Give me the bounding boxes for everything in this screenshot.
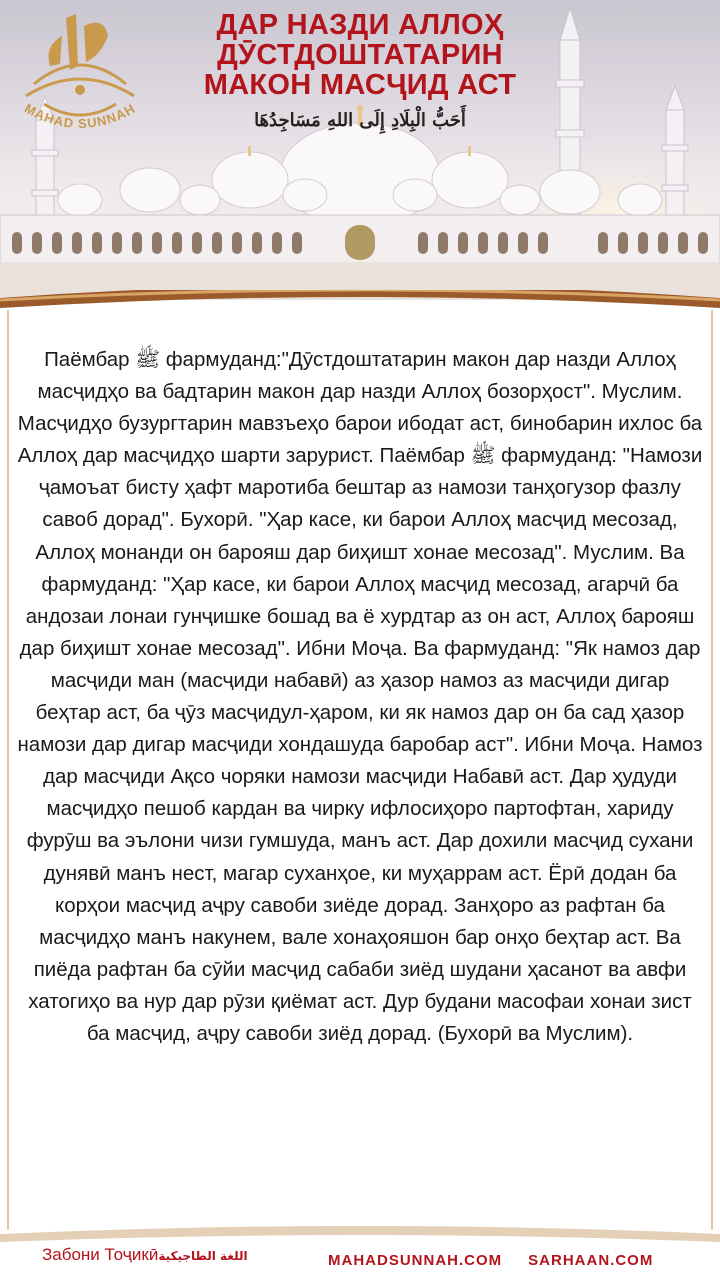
logo-text: MAHAD SUNNAH [22,100,138,132]
site-link-sarhaan[interactable]: SARHAAN.COM [528,1252,654,1269]
title-line-2: ДӮСТДОШТАТАРИН [217,39,503,71]
mahad-sunnah-logo [4,6,156,146]
hadith-paragraph [16,344,704,1234]
language-label [42,1245,248,1265]
arabic-subtitle: أَحَبُّ الْبِلَادِ إِلَى اللهِ مَسَاجِدُهَا [254,110,466,131]
title-line-3: МАКОН МАСҶИД АСТ [203,69,517,101]
header-banner [0,0,720,300]
page-title [190,10,530,100]
language-label-arabic: اللغة الطاجيكية [158,1249,248,1263]
website-links [328,1252,653,1269]
title-line-1: ДАР НАЗДИ АЛЛОҲ [216,9,504,41]
language-label-tajik: Забони Тоҷикӣ [42,1245,159,1264]
site-link-mahadsunnah[interactable]: MAHADSUNNAH.COM [328,1252,503,1269]
body-text: Паёмбар ﷺ фармуданд:"Дӯстдоштатарин макон дар назди Аллоҳ масҷидҳо ва бадтарин макон дар назди Аллоҳ бозорҳост". Муслим. Масҷидҳо бузургтарин мавзъеҳо барои ибодат аст, бинобарин ихлос ба Аллоҳ дар масҷидҳо шарти зарурист. Паёмбар ﷺ фармуданд: "Намози ҷамоъат бисту ҳафт маротиба бештар аз намози танҳогузор фазлу савоб дорад". Бухорӣ. "Ҳар касе, ки барои Аллоҳ масҷид месозад, Аллоҳ монанди он барояш дар биҳишт хонае месозад". Муслим. Ва фармуданд: "Ҳар касе, ки барои Аллоҳ масҷид месозад, агарчӣ ба андозаи лонаи гунҷишке бошад ва ё хурдтар аз он аст, Аллоҳ барояш дар биҳишт хонае месозад". Ибни Моҷа. Ва фармуданд: "Як намоз дар масҷиди ман (масҷиди набавӣ) аз ҳазор намоз аз масҷиди дигар беҳтар аст, ба ҷӯз масҷидул-ҳаром, ки як намоз дар он ба сад ҳазор намози дар дигар масҷиди хондашуда баробар аст". Ибни Моҷа. Намоз дар масҷиди Ақсо чоряки намози масҷиди Набавӣ аст. Дар ҳудуди масҷидҳо пешоб кардан ва чирку ифлосиҳоро партофтан, хариду фурӯш ва эълони чизи гумшуда, манъ аст. Дар дохили масҷид сухани дунявӣ манъ нест, магар суханҳое, ки муҳаррам аст. Ёрӣ додан ба корҳои масҷид аҷру савоби зиёде дорад. Занҳоро аз рафтан ба масҷидҳо манъ накунем, вале хонаҳояшон бар онҳо беҳтар аст. Ва пиёда рафтан ба сӯйи масҷид сабаби зиёд шудани ҳасанот ва авфи хатогиҳо ва нур дар рӯзи қиёмат аст. Дур будани масофаи хонаи зист ба масҷид, аҷру савоби зиёд дорад. (Бухорӣ ва Муслим). [17,348,703,1045]
